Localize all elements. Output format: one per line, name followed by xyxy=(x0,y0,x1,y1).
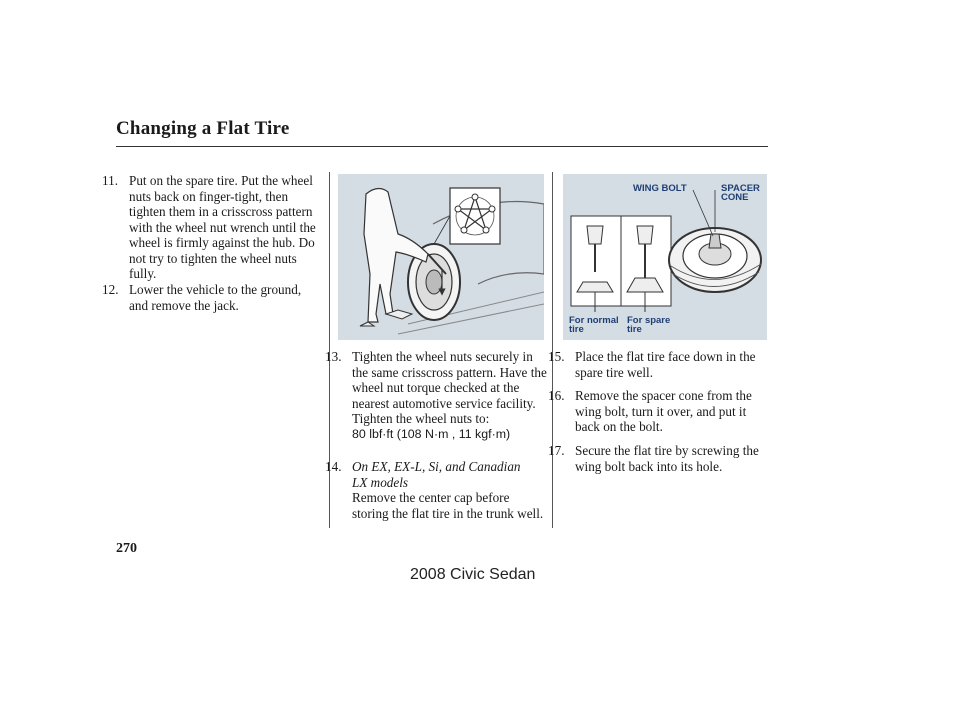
torque-intro: Tighten the wheel nuts to: xyxy=(352,411,490,426)
spare-tire-label-line1: For spare xyxy=(627,315,671,326)
step-number: 11. xyxy=(102,173,118,188)
step-text: Place the flat tire face down in the spare tire well. xyxy=(575,349,756,380)
step-text: Tighten the wheel nuts securely in the same crisscross pattern. Have the wheel nut torque checked at the nearest automotive service facility. xyxy=(352,349,547,411)
step-16 xyxy=(548,388,770,435)
wheel-nut-illustration xyxy=(338,174,544,340)
step-text: Remove the center cap before storing the flat tire in the trunk well. xyxy=(352,490,544,521)
step-number: 16. xyxy=(548,388,565,403)
spacer-cone-label-line2: CONE xyxy=(721,192,749,203)
step-text: Secure the flat tire by screwing the wing bolt back into its hole. xyxy=(575,443,759,474)
footer-model-label: 2008 Civic Sedan xyxy=(410,566,536,583)
step-15 xyxy=(548,349,770,380)
step-13 xyxy=(325,349,547,442)
step-text: Lower the vehicle to the ground, and remove the jack. xyxy=(129,282,302,313)
spare-tire-well-illustration xyxy=(563,174,767,340)
title-rule xyxy=(116,146,768,147)
spare-tire-label-line2: tire xyxy=(627,324,642,335)
normal-tire-label-line1: For normal xyxy=(569,315,619,326)
wing-bolt-label: WING BOLT xyxy=(633,183,687,194)
page-title: Changing a Flat Tire xyxy=(116,118,290,139)
step-12 xyxy=(102,282,320,313)
normal-tire-label-line2: tire xyxy=(569,324,584,335)
step-number: 15. xyxy=(548,349,565,364)
step-17 xyxy=(548,443,770,474)
model-applicability: On EX, EX-L, Si, and Canadian LX models xyxy=(352,459,521,490)
spacer-cone-label-line1: SPACER xyxy=(721,183,760,194)
step-number: 12. xyxy=(102,282,119,297)
step-number: 13. xyxy=(325,349,342,364)
mechanic-tightening-wheel-figure xyxy=(338,174,544,340)
torque-spec: 80 lbf·ft (108 N·m , 11 kgf·m) xyxy=(352,426,511,441)
step-text: Remove the spacer cone from the wing bolt, turn it over, and put it back on the bolt. xyxy=(575,388,752,434)
step-11 xyxy=(102,173,320,282)
step-number: 14. xyxy=(325,459,342,474)
step-text: Put on the spare tire. Put the wheel nuts back on finger-tight, then tighten them in a crisscross pattern with the wheel nut wrench until the wheel is firmly against the hub. Do not try to tighten the wheel nuts fully. xyxy=(129,173,316,281)
step-number: 17. xyxy=(548,443,565,458)
page-number: 270 xyxy=(116,541,137,556)
step-14 xyxy=(325,459,547,521)
